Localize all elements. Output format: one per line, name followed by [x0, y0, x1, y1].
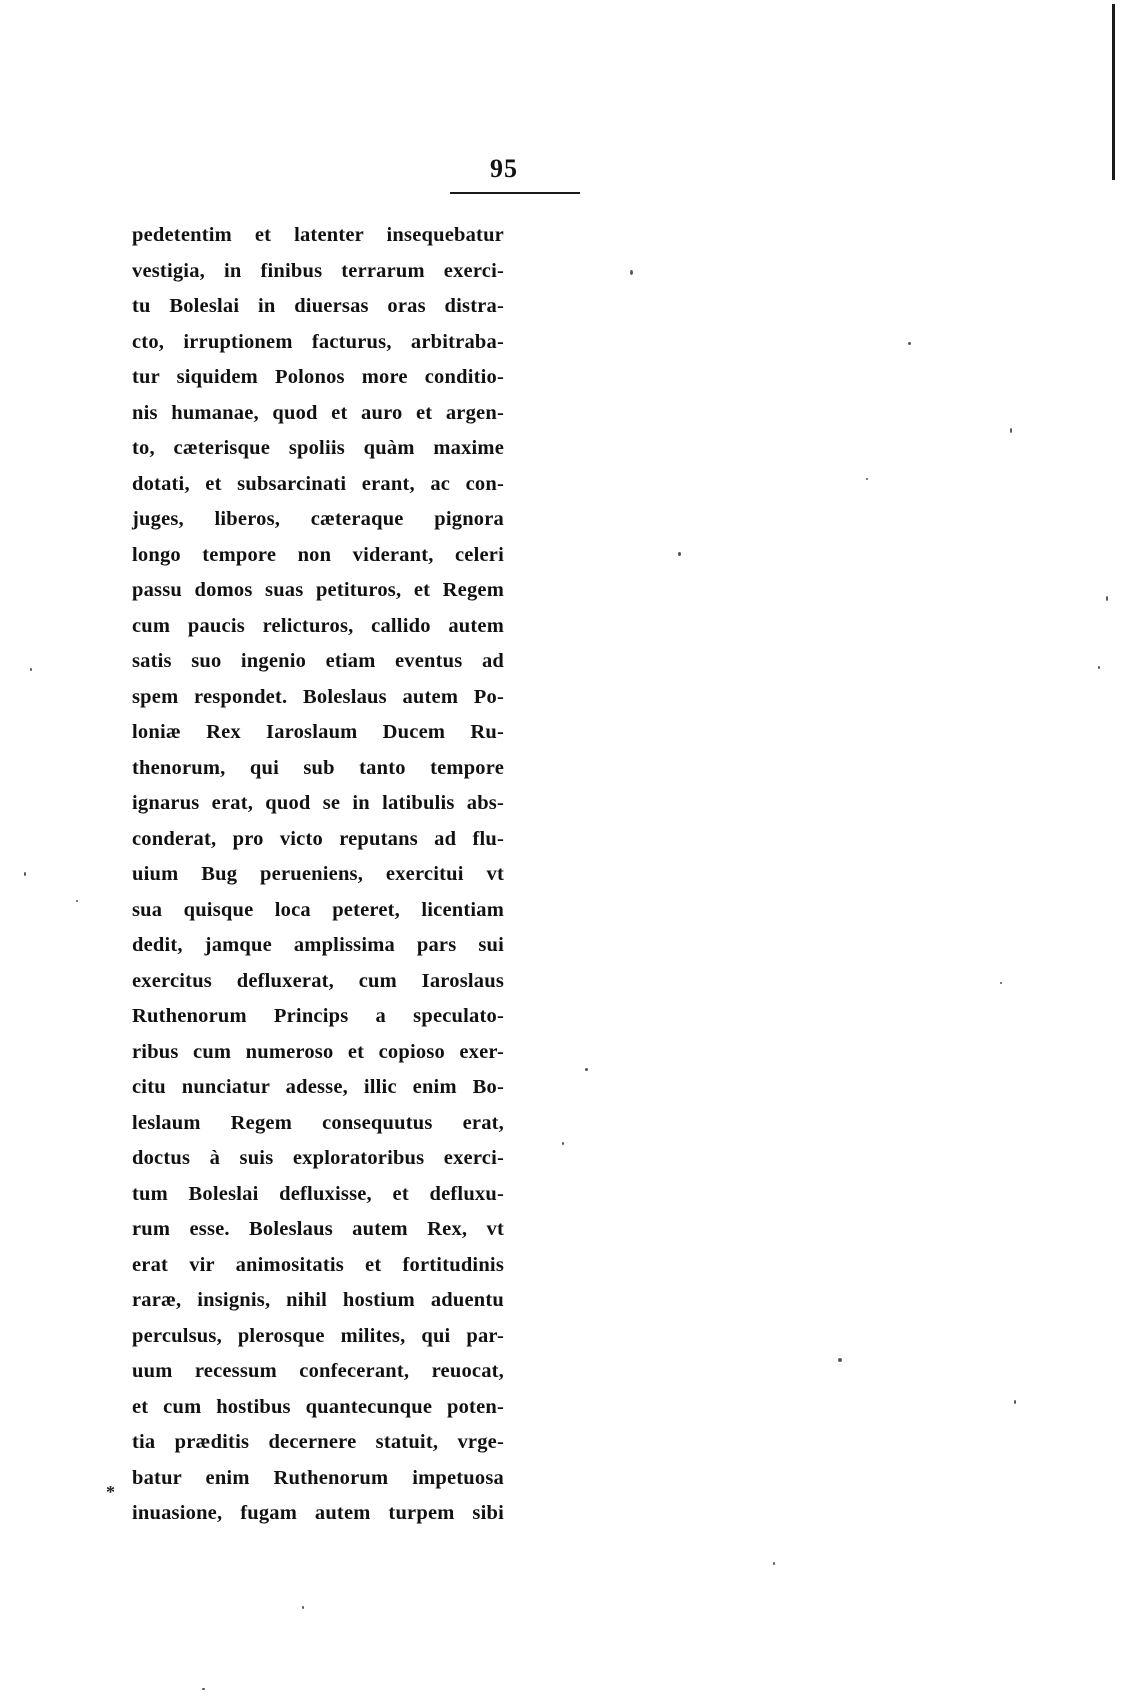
text-line: tia præditis decernere statuit, vrge- [132, 1431, 504, 1453]
scan-speck [838, 1358, 842, 1362]
scan-speck [24, 872, 26, 876]
scan-speck [1010, 428, 1012, 433]
scan-speck [866, 478, 868, 480]
text-line: batur enim Ruthenorum impetuosa [132, 1466, 504, 1489]
scan-speck [1000, 982, 1002, 984]
text-line: cto, irruptionem facturus, arbitraba- [132, 330, 504, 353]
text-line: juges, liberos, cæteraque pignora [132, 508, 504, 530]
text-line: rum esse. Boleslaus autem Rex, vt [132, 1218, 504, 1240]
scan-speck [30, 668, 32, 671]
text-line: erat vir animositatis et fortitudinis [132, 1253, 504, 1276]
text-line: ribus cum numeroso et copioso exer- [132, 1040, 504, 1063]
text-line: satis suo ingenio etiam eventus ad [132, 650, 504, 672]
body-text [132, 218, 504, 1532]
scan-speck [585, 1068, 588, 1071]
text-line: pedetentim et latenter insequebatur [132, 224, 504, 246]
text-line: thenorum, qui sub tanto tempore [132, 756, 504, 779]
text-line: ignarus erat, quod se in latibulis abs- [132, 792, 504, 814]
scan-speck [1014, 1400, 1016, 1404]
text-line: perculsus, plerosque milites, qui par- [132, 1324, 504, 1347]
text-line: tu Boleslai in diuersas oras distra- [132, 295, 504, 317]
text-line: vestigia, in finibus terrarum exerci- [132, 259, 504, 282]
header-rule [450, 192, 580, 194]
scan-speck [630, 270, 633, 275]
scan-speck [908, 342, 911, 345]
scan-speck [562, 1142, 564, 1145]
text-line: raræ, insignis, nihil hostium aduentu [132, 1289, 504, 1311]
scan-speck [773, 1562, 775, 1565]
text-line: citu nunciatur adesse, illic enim Bo- [132, 1076, 504, 1098]
text-line: exercitus defluxerat, cum Iaroslaus [132, 969, 504, 992]
scan-speck [678, 552, 681, 556]
text-line: sua quisque loca peteret, licentiam [132, 898, 504, 921]
text-line: cum paucis relicturos, callido autem [132, 614, 504, 637]
text-line: longo tempore non viderant, celeri [132, 543, 504, 566]
margin-mark: * [106, 1482, 115, 1502]
page-number: 95 [490, 154, 518, 183]
text-line: loniæ Rex Iaroslaum Ducem Ru- [132, 721, 504, 743]
text-line: dotati, et subsarcinati erant, ac con- [132, 472, 504, 495]
text-line: doctus à suis exploratoribus exerci- [132, 1147, 504, 1169]
text-line: dedit, jamque amplissima pars sui [132, 934, 504, 956]
text-line: conderat, pro victo reputans ad flu- [132, 827, 504, 850]
scan-speck [1098, 666, 1100, 669]
page-edge-line [1112, 4, 1115, 180]
text-line: leslaum Regem consequutus erat, [132, 1111, 504, 1134]
scan-speck [302, 1606, 304, 1609]
text-line: spem respondet. Boleslaus autem Po- [132, 685, 504, 708]
text-line: tum Boleslai defluxisse, et defluxu- [132, 1182, 504, 1205]
text-line: Ruthenorum Princips a speculato- [132, 1005, 504, 1027]
text-line: uum recessum confecerant, reuocat, [132, 1360, 504, 1382]
text-line: nis humanae, quod et auro et argen- [132, 401, 504, 424]
text-line: tur siquidem Polonos more conditio- [132, 366, 504, 388]
text-line: uium Bug perueniens, exercitui vt [132, 863, 504, 885]
text-line: to, cæterisque spoliis quàm maxime [132, 437, 504, 459]
text-line: et cum hostibus quantecunque poten- [132, 1395, 504, 1418]
scan-speck [76, 900, 78, 902]
scan-speck [202, 1688, 205, 1690]
scan-speck [1106, 596, 1108, 601]
text-line: passu domos suas petituros, et Regem [132, 579, 504, 601]
text-line: inuasione, fugam autem turpem sibi [132, 1502, 504, 1524]
